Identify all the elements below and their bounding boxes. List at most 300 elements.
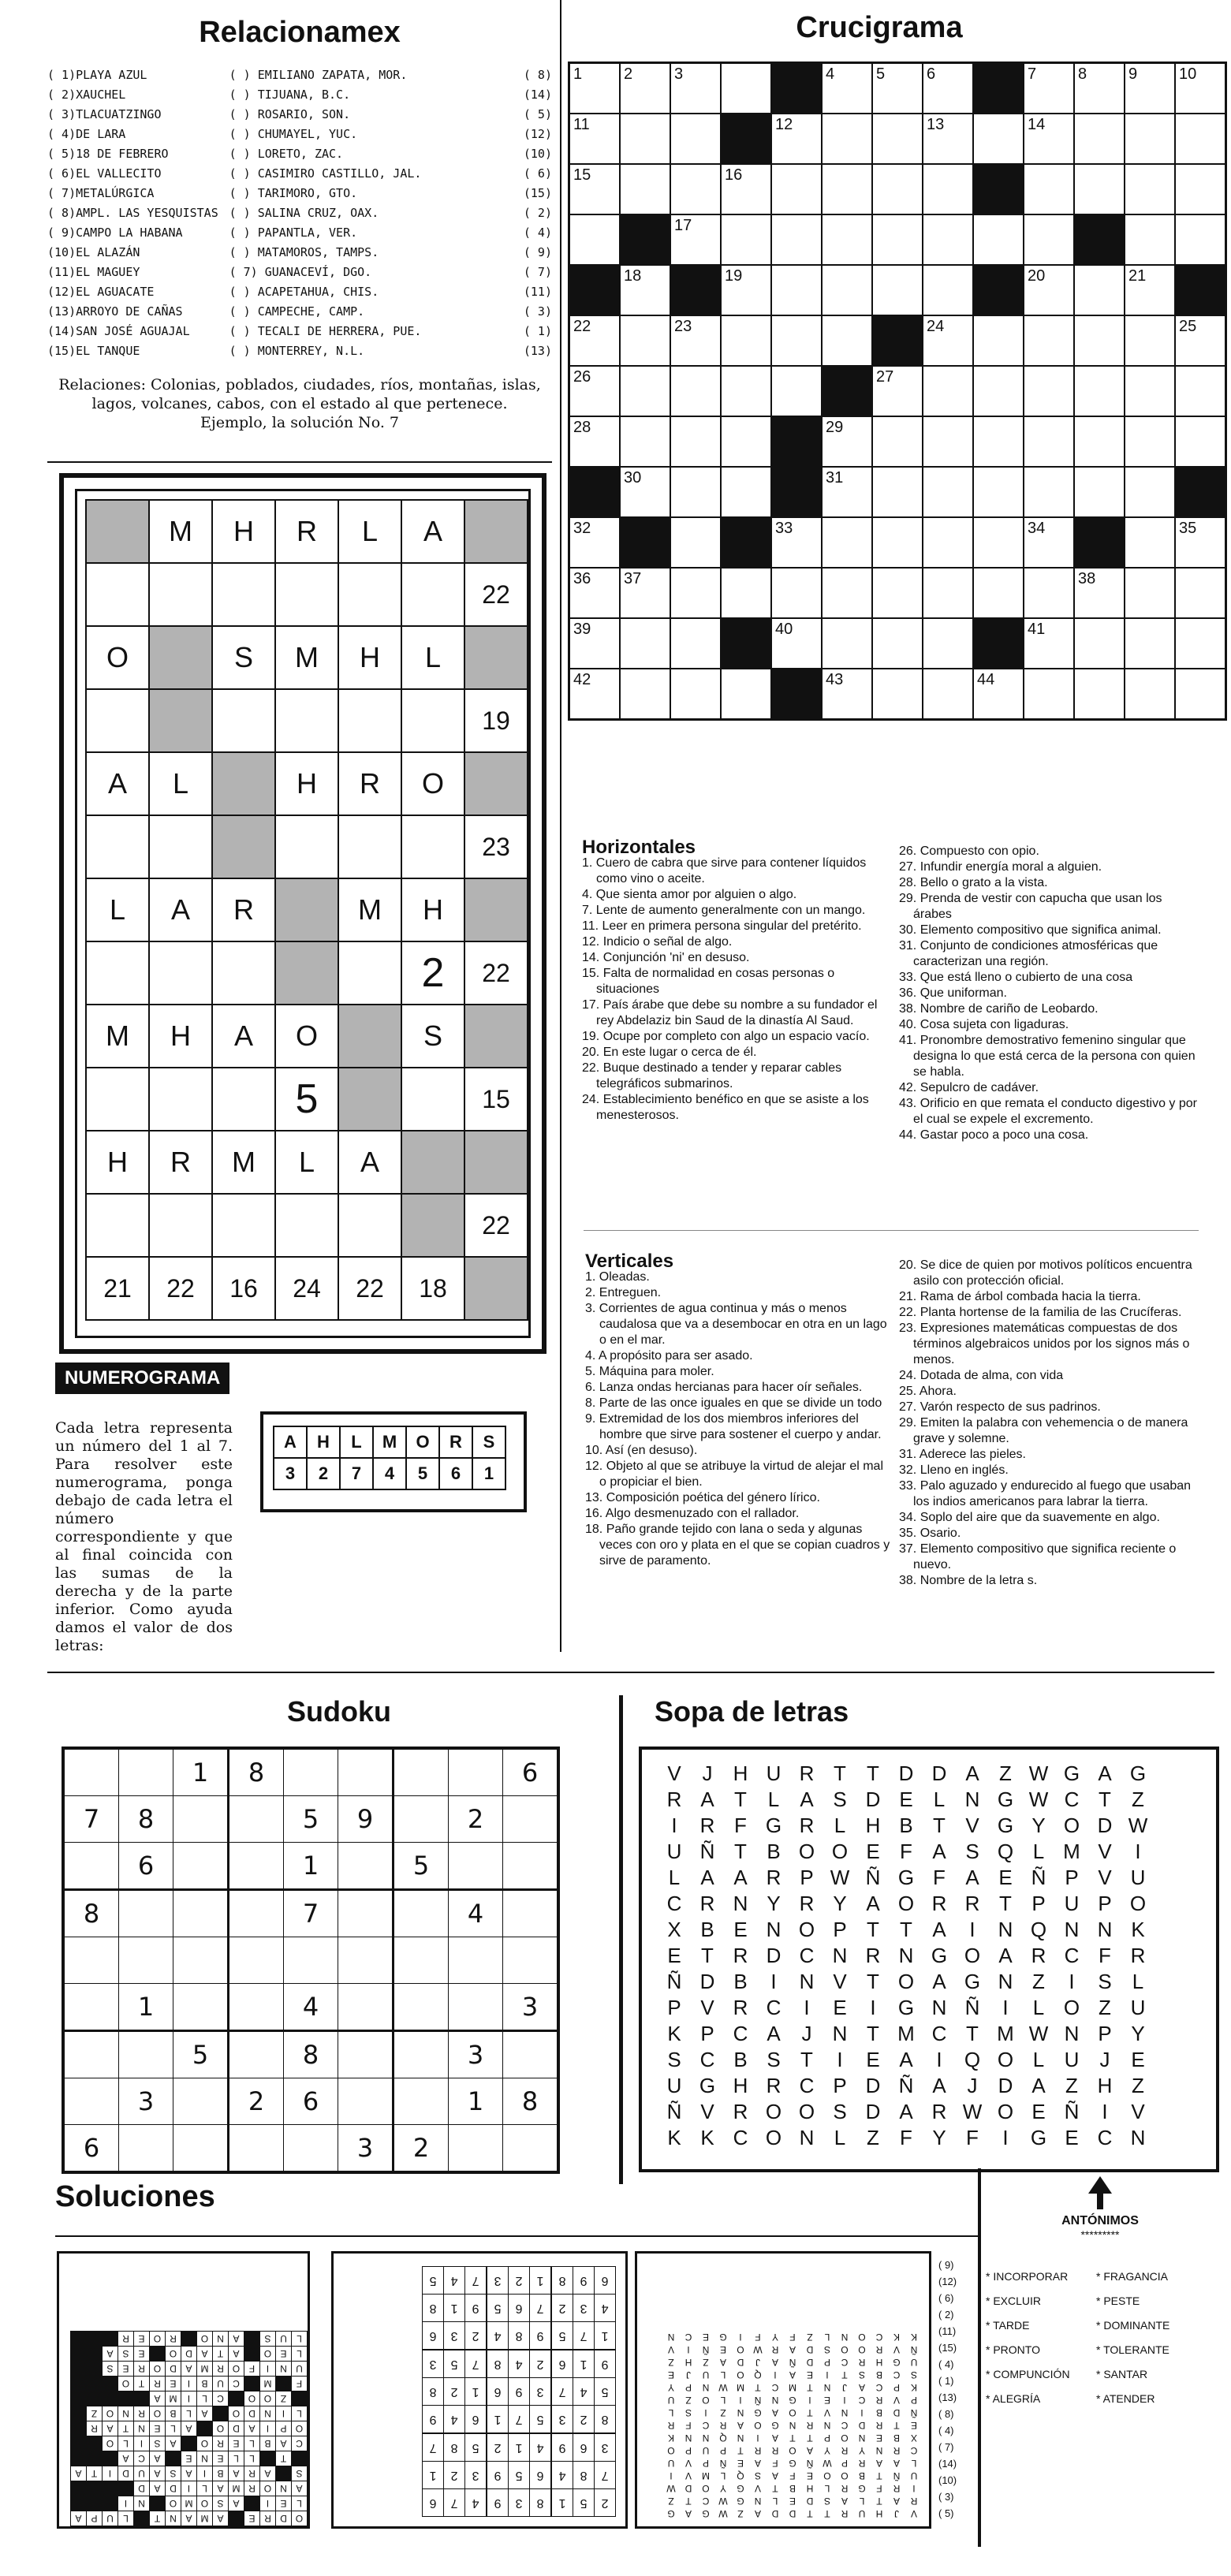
- solucion-crucigrama-cell: [71, 2451, 87, 2466]
- numerograma-cell: R: [149, 1131, 212, 1194]
- solucion-sopa-letter: V: [893, 2395, 901, 2406]
- sopa-letter: A: [767, 2022, 781, 2045]
- sopa-letter: I: [804, 1996, 810, 2019]
- sopa-row: [658, 1917, 1155, 1943]
- solucion-crucigrama-cell: [71, 2362, 87, 2377]
- clue-item: 13. Composición poética del género lírico.: [585, 1491, 820, 1504]
- sudoku-cell: [229, 2125, 284, 2173]
- sopa-letter: T: [999, 1892, 1012, 1915]
- numerograma-key-cell: 4: [373, 1458, 406, 1489]
- sudoku-cell: [173, 1984, 229, 2031]
- solucion-sopa-letter: J: [755, 2357, 760, 2368]
- clue-item: 43. Orificio en que remata el conducto digestivo y por el cual se expele el excremento.: [899, 1097, 1197, 1126]
- sopa-letter: R: [733, 1996, 748, 2019]
- solucion-sopa-letter: L: [720, 2470, 726, 2481]
- crucigrama-cell: [771, 467, 822, 517]
- solucion-sopa-letter: B: [876, 2369, 883, 2380]
- solucion-sudoku-cell: 2: [595, 2489, 616, 2517]
- solucion-sopa-letter: I: [704, 2407, 707, 2418]
- solucion-crucigrama-cell: C: [134, 2451, 150, 2466]
- clue-item: 40. Cosa sujeta con ligaduras.: [899, 1018, 1069, 1031]
- sopa-letter: W: [1128, 1814, 1148, 1837]
- solucion-crucigrama-cell: N: [197, 2451, 213, 2466]
- solucion-sopa-letter: A: [859, 2382, 866, 2393]
- sopa-letter: C: [733, 2126, 748, 2149]
- sudoku-cell: [503, 2125, 559, 2173]
- crucigrama-cell: [1074, 315, 1125, 366]
- solucion-sudoku-cell: 6: [423, 2489, 444, 2517]
- solucion-sopa-letter: J: [894, 2508, 899, 2519]
- solucion-sopa-letter: C: [841, 2420, 849, 2431]
- solucion-sopa-letter: A: [685, 2508, 692, 2519]
- solucion-crucigrama-cell: [71, 2332, 87, 2347]
- solucion-crucigrama-cell: O: [197, 2436, 213, 2451]
- antonimos-lists: [986, 2265, 1214, 2411]
- sopa-letter: A: [866, 1892, 880, 1915]
- crucigrama-cell: [1125, 669, 1175, 720]
- solucion-sopa-letter: Y: [824, 2445, 831, 2456]
- numerograma-cell: [401, 1194, 464, 1257]
- numerograma-cell: M: [149, 500, 212, 563]
- sopa-letter: B: [767, 1840, 781, 1863]
- sopa-letter: L: [933, 1788, 946, 1811]
- solucion-sopa-letter: E: [876, 2432, 883, 2444]
- sudoku-cell: [173, 1937, 229, 1984]
- solucion-sopa-letter: R: [893, 2445, 901, 2456]
- solucion-sopa-letter: A: [772, 2432, 779, 2444]
- sopa-letter: I: [1002, 1996, 1009, 2019]
- crucigrama-cell: [1175, 265, 1226, 315]
- solucion-number: ( 5): [938, 2507, 954, 2519]
- solucion-sopa-letter: O: [737, 2369, 744, 2380]
- solucion-crucigrama-cell: D: [276, 2511, 292, 2526]
- relacionamex-row: [47, 164, 552, 184]
- solucion-number: ( 3): [938, 2491, 954, 2503]
- crucigrama-cell-number: 18: [624, 267, 642, 285]
- solucion-sopa-row: [662, 2495, 923, 2507]
- antonimos-left: [986, 2265, 1096, 2411]
- crucigrama-cell: [620, 265, 670, 315]
- sopa-letter: D: [766, 1944, 781, 1967]
- sopa-letter: L: [1032, 2048, 1045, 2071]
- relacionamex-state: ( ) PAPANTLA, VER.: [229, 226, 358, 240]
- crucigrama-cell: [1024, 164, 1074, 214]
- solucion-crucigrama-cell: T: [134, 2377, 150, 2391]
- numerograma-cell: [338, 1005, 401, 1068]
- clue-item: 27. Varón respecto de sus padrinos.: [899, 1400, 1101, 1414]
- crucigrama-cell: [822, 416, 872, 467]
- solucion-crucigrama-cell: I: [181, 2377, 197, 2391]
- sopa-letter: L: [668, 1866, 681, 1889]
- crucigrama-cell: [1074, 63, 1125, 114]
- crucigrama-title: Crucigrama: [796, 11, 963, 44]
- sudoku-cell: 4: [449, 1890, 503, 1937]
- crucigrama-cell: [569, 214, 621, 265]
- solucion-sopa-letter: C: [702, 2420, 710, 2431]
- sopa-letter: R: [1031, 1944, 1046, 1967]
- solucion-sopa-letter: B: [789, 2483, 796, 2494]
- solucion-sopa-letter: R: [858, 2458, 866, 2469]
- crucigrama-cell: [569, 315, 621, 366]
- solucion-sopa-letter: S: [859, 2369, 866, 2380]
- solucion-sopa-letter: S: [685, 2407, 692, 2418]
- crucigrama-cell: [670, 568, 721, 618]
- relacionamex-row: [47, 125, 552, 144]
- solucion-crucigrama-cell: O: [197, 2332, 213, 2347]
- solucion-crucigrama-cell: A: [71, 2466, 87, 2481]
- solucion-crucigrama-cell: A: [150, 2481, 166, 2496]
- sopa-letter: U: [1064, 1892, 1080, 1915]
- sopa-letter: R: [799, 1814, 815, 1837]
- sopa-letter: J: [702, 1761, 713, 1785]
- solucion-sudoku-cell: 9: [423, 2406, 444, 2434]
- solucion-crucigrama-cell: [71, 2436, 87, 2451]
- solucion-sopa-letter: U: [702, 2369, 710, 2380]
- solucion-sopa-letter: G: [737, 2496, 744, 2507]
- solucion-sopa-letter: A: [807, 2445, 814, 2456]
- solucion-crucigrama-cell: I: [118, 2496, 134, 2511]
- solucion-crucigrama-grid: [70, 2331, 308, 2526]
- solucion-crucigrama-cell: L: [244, 2436, 260, 2451]
- solucion-crucigrama-cell: [181, 2436, 197, 2451]
- relacionamex-row: [47, 282, 552, 302]
- relacionamex-row: [47, 341, 552, 361]
- sopa-letter: H: [1097, 2074, 1113, 2097]
- solucion-sopa-row: [662, 2381, 923, 2394]
- clue-item: 42. Sepulcro de cadáver.: [899, 1081, 1039, 1094]
- crucigrama-cell: [1125, 618, 1175, 669]
- sopa-letter: C: [766, 1996, 781, 2019]
- relacionamex-answer: ( 5): [523, 107, 552, 121]
- solucion-crucigrama-cell: L: [166, 2421, 181, 2436]
- crucigrama-cell: [721, 416, 771, 467]
- sopa-letter: E: [833, 1996, 847, 2019]
- solucion-sopa-letter: A: [737, 2420, 744, 2431]
- clue-item: 19. Ocupe por completo con algo un espacio vacío.: [582, 1030, 870, 1043]
- numerograma-cell: A: [212, 1005, 275, 1068]
- crucigrama-cell: [721, 669, 771, 720]
- crucigrama-cell-number: 12: [775, 116, 793, 133]
- solucion-crucigrama-cell: [229, 2391, 244, 2406]
- sopa-letter: W: [830, 1866, 850, 1889]
- numerograma-instructions: Cada letra representa un número del 1 al 7. Para resolver este numerograma, ponga debajo de cada letra el número correspondiente y que al final coincida con las sumas de la derecha y de la parte inferior. Como ayuda damos el valor de dos letras:: [55, 1419, 233, 1654]
- sudoku-cell: [229, 1890, 284, 1937]
- sopa-letter: E: [667, 1944, 681, 1967]
- sopa-letter: D: [699, 1970, 715, 1993]
- crucigrama-cell: [670, 416, 721, 467]
- solucion-sopa-letter: B: [893, 2432, 901, 2444]
- solucion-crucigrama-cell: L: [229, 2451, 244, 2466]
- sudoku-cell: 1: [449, 2078, 503, 2125]
- sopa-letter: O: [1129, 1892, 1147, 1915]
- crucigrama-cell: [670, 366, 721, 416]
- sudoku-cell: 1: [173, 1748, 229, 1796]
- solucion-sopa-letter: D: [771, 2508, 779, 2519]
- solucion-sopa-letter: F: [876, 2483, 882, 2494]
- crucigrama-cell: [620, 467, 670, 517]
- solucion-crucigrama-cell: [71, 2406, 87, 2421]
- solucion-sopa-letter: I: [808, 2395, 811, 2406]
- sudoku-cell: [63, 2031, 119, 2078]
- crucigrama-cell: [1125, 416, 1175, 467]
- crucigrama-cell: [973, 416, 1024, 467]
- sopa-letter: N: [898, 1944, 914, 1967]
- numerograma-cell: [401, 689, 464, 752]
- crucigrama-cell: [1125, 114, 1175, 164]
- solucion-sopa-letter: Z: [668, 2357, 674, 2368]
- relacionamex-state: ( ) ACAPETAHUA, CHIS.: [229, 285, 379, 299]
- crucigrama-cell-number: 8: [1078, 65, 1087, 83]
- solucion-number: (15): [938, 2342, 957, 2354]
- sopa-letter: O: [997, 2100, 1014, 2123]
- sopa-letter: P: [1065, 1866, 1079, 1889]
- numerograma-cell: [149, 815, 212, 878]
- antonimo-item: * FRAGANCIA: [1096, 2270, 1169, 2283]
- sudoku-cell: [394, 1890, 449, 1937]
- solucion-sudoku-cell: 1: [509, 2433, 530, 2462]
- numerograma-frame: [59, 473, 546, 1354]
- solucion-sudoku-cell: 4: [509, 2350, 530, 2378]
- solucion-crucigrama-cell: R: [118, 2332, 134, 2347]
- crucigrama-cell: [1125, 265, 1175, 315]
- sopa-letter: E: [866, 1840, 880, 1863]
- sudoku-cell: [338, 1984, 394, 2031]
- solucion-crucigrama-cell: [276, 2377, 292, 2391]
- solucion-sudoku-cell: 1: [595, 2322, 616, 2350]
- numerograma-cell: [464, 1005, 528, 1068]
- solucion-sopa-letter: E: [703, 2332, 710, 2343]
- sopa-letter: Ñ: [865, 1866, 881, 1889]
- sopa-letter: S: [1098, 1970, 1112, 1993]
- solucion-sopa-letter: T: [685, 2496, 692, 2507]
- solucion-crucigrama-cell: [71, 2347, 87, 2362]
- solucion-sopa-letter: W: [718, 2382, 728, 2393]
- sopa-row: [658, 2125, 1155, 2151]
- sopa-letter: G: [1129, 1761, 1147, 1785]
- sopa-letter: D: [931, 1761, 947, 1785]
- sopa-letter: A: [998, 1944, 1013, 1967]
- solucion-sudoku-cell: 7: [573, 2322, 595, 2350]
- solucion-sopa-letter: T: [876, 2470, 882, 2481]
- clue-item: 12. Objeto al que se atribuye la virtud de alejar el mal o propiciar el bien.: [585, 1459, 883, 1489]
- solucion-sopa-letter: C: [875, 2332, 883, 2343]
- relacionamex-place: (14)SAN JOSÉ AGUAJAL: [47, 324, 190, 338]
- sopa-letter: K: [667, 2022, 681, 2045]
- sopa-letter: Z: [1065, 2074, 1078, 2097]
- solucion-sudoku-cell: 1: [573, 2350, 595, 2378]
- crucigrama-cell: [670, 114, 721, 164]
- sopa-letter: J: [801, 2022, 812, 2045]
- solucion-crucigrama-cell: [87, 2377, 103, 2391]
- solucion-sopa-letter: C: [858, 2395, 866, 2406]
- crucigrama-cell: [1175, 669, 1226, 720]
- solucion-crucigrama-cell: A: [118, 2451, 134, 2466]
- numerograma-cell: 22: [464, 563, 528, 626]
- solucion-sopa-row: [662, 2507, 923, 2520]
- crucigrama-cell: [1024, 517, 1074, 568]
- sudoku-cell: 8: [119, 1796, 173, 1843]
- solucion-crucigrama-cell: A: [229, 2466, 244, 2481]
- sopa-letter: I: [1069, 1970, 1075, 1993]
- numerograma-cell: A: [149, 878, 212, 941]
- crucigrama-cell: [1024, 265, 1074, 315]
- solucion-sudoku-cell: 8: [595, 2406, 616, 2434]
- solucion-crucigrama-cell: E: [118, 2362, 134, 2377]
- solucion-sopa-letter: A: [772, 2407, 779, 2418]
- numerograma-cell: [464, 626, 528, 689]
- solucion-sopa-letter: Ñ: [789, 2357, 796, 2368]
- solucion-sopa-letter: Ñ: [910, 2407, 918, 2418]
- crucigrama-cell: [771, 568, 822, 618]
- solucion-sopa-letter: J: [686, 2369, 691, 2380]
- solucion-sudoku-cell: 5: [423, 2267, 444, 2295]
- solucion-crucigrama-cell: O: [103, 2436, 118, 2451]
- solucion-crucigrama-cell: I: [134, 2436, 150, 2451]
- sopa-letter: A: [932, 1918, 946, 1941]
- solucion-sopa-letter: I: [739, 2395, 742, 2406]
- solucion-sudoku-cell: 7: [595, 2462, 616, 2489]
- sopa-letter: R: [931, 2100, 947, 2123]
- solucion-sudoku-cell: 5: [551, 2322, 573, 2350]
- solucion-sopa-row: [662, 2369, 923, 2381]
- solucion-sopa-letter: O: [841, 2470, 849, 2481]
- crucigrama-cell: [771, 63, 822, 114]
- clue-item: 23. Expresiones matemáticas compuestas de dos términos algebraicos unidos por los signos más o menos.: [899, 1322, 1190, 1366]
- crucigrama-cell-number: 24: [927, 318, 945, 335]
- solucion-crucigrama-cell: S: [103, 2362, 118, 2377]
- crucigrama-cell: [620, 416, 670, 467]
- crucigrama-cell-number: 31: [826, 469, 844, 486]
- crucigrama-cell: [771, 114, 822, 164]
- sudoku-cell: [338, 1937, 394, 1984]
- numerograma-cell: 22: [464, 1194, 528, 1257]
- sopa-letter: E: [866, 2048, 880, 2071]
- numerograma-cell: [464, 1257, 528, 1320]
- sopa-letter: Q: [1030, 1918, 1047, 1941]
- crucigrama-cell: [1074, 114, 1125, 164]
- solucion-crucigrama-cell: R: [134, 2362, 150, 2377]
- solucion-crucigrama-cell: T: [150, 2511, 166, 2526]
- sopa-letter: S: [667, 2048, 681, 2071]
- sopa-letter: U: [666, 2074, 682, 2097]
- solucion-sopa-letter: P: [685, 2382, 692, 2393]
- crucigrama-cell: [620, 517, 670, 568]
- solucion-sopa-letter: T: [807, 2432, 813, 2444]
- solucion-sopa-letter: V: [685, 2470, 692, 2481]
- numerograma-key-table: [273, 1426, 506, 1490]
- solucion-crucigrama-cell: T: [276, 2451, 292, 2466]
- solucion-sopa-letter: E: [807, 2369, 814, 2380]
- solucion-sopa-letter: A: [789, 2369, 796, 2380]
- solucion-sudoku-cell: 5: [595, 2378, 616, 2406]
- sopa-letter: S: [965, 1840, 979, 1863]
- numerograma-cell: [338, 1068, 401, 1131]
- solucion-sudoku-cell: 1: [487, 2406, 509, 2434]
- crucigrama-cell-number: 6: [927, 65, 936, 83]
- solucion-crucigrama-cell: D: [166, 2481, 181, 2496]
- sopa-letter: B: [899, 1814, 913, 1837]
- solucion-sopa-letter: T: [824, 2508, 830, 2519]
- sopa-letter: T: [734, 1788, 747, 1811]
- solucion-sopa-letter: V: [911, 2508, 918, 2519]
- sopa-letter: B: [733, 1970, 748, 1993]
- crucigrama-cell: [1074, 366, 1125, 416]
- solucion-crucigrama-cell: R: [244, 2481, 260, 2496]
- solucion-sopa-letter: J: [842, 2382, 847, 2393]
- solucion-sudoku-cell: 3: [551, 2406, 573, 2434]
- sopa-letter: P: [1098, 1892, 1112, 1915]
- solucion-crucigrama-cell: O: [150, 2406, 166, 2421]
- sopa-letter: O: [897, 1970, 915, 1993]
- solucion-sopa-letter: U: [910, 2470, 918, 2481]
- relacionamex-list: [47, 65, 552, 361]
- crucigrama-cell: [1074, 467, 1125, 517]
- sudoku-cell: [449, 2125, 503, 2173]
- crucigrama-cell: [923, 114, 973, 164]
- sopa-letter: O: [798, 2100, 815, 2123]
- solucion-sopa-letter: V: [755, 2483, 762, 2494]
- sopa-letter: Z: [1099, 1996, 1111, 2019]
- relacionamex-row: [47, 184, 552, 203]
- numerograma-cell: [338, 1194, 401, 1257]
- sopa-letter: Z: [1032, 1970, 1045, 1993]
- sudoku-cell: [394, 1796, 449, 1843]
- solucion-sopa-letter: D: [806, 2344, 814, 2355]
- solucion-crucigrama-cell: [103, 2496, 118, 2511]
- sopa-letter: N: [998, 1970, 1013, 1993]
- clue-item: 11. Leer en primera persona singular del pretérito.: [582, 919, 862, 933]
- solucion-sopa-letter: B: [859, 2470, 866, 2481]
- sopa-letter: U: [666, 1840, 682, 1863]
- sopa-letter: F: [900, 2126, 912, 2149]
- crucigrama-cell-number: 4: [826, 65, 835, 83]
- solucion-crucigrama-cell: N: [166, 2511, 181, 2526]
- sopa-letter: W: [1028, 1788, 1049, 1811]
- relacionamex-answer: (14): [523, 88, 552, 102]
- solucion-sudoku-cell: 3: [465, 2462, 487, 2489]
- sopa-letter: E: [1131, 2048, 1145, 2071]
- sopa-letter: Ñ: [964, 1996, 980, 2019]
- solucion-sopa-letter: I: [826, 2369, 829, 2380]
- solucion-sopa-letter: E: [789, 2496, 796, 2507]
- crucigrama-cell: [973, 164, 1024, 214]
- crucigrama-cell: [670, 315, 721, 366]
- solucion-sudoku-cell: 3: [573, 2295, 595, 2322]
- solucion-sopa-letter: N: [841, 2407, 849, 2418]
- solucion-crucigrama-cell: [87, 2391, 103, 2406]
- solucion-sudoku-cell: 7: [465, 2267, 487, 2295]
- solucion-sopa-letter: C: [841, 2357, 849, 2368]
- solucion-sudoku-cell: 6: [595, 2267, 616, 2295]
- arrow-shaft: [1097, 2194, 1103, 2209]
- solucion-sopa-letter: L: [720, 2369, 726, 2380]
- sopa-letter: V: [700, 1996, 714, 2019]
- crucigrama-cell: [771, 214, 822, 265]
- numerograma-key-cell: L: [340, 1426, 373, 1458]
- solucion-sopa-letter: O: [841, 2344, 849, 2355]
- solucion-sopa-letter: U: [702, 2445, 710, 2456]
- solucion-crucigrama-cell: [71, 2421, 87, 2436]
- sopa-letter: Z: [1132, 2074, 1144, 2097]
- sopa-letter: D: [865, 1788, 881, 1811]
- solucion-crucigrama-cell: A: [292, 2481, 308, 2496]
- sopa-row: [658, 1839, 1155, 1865]
- crucigrama-cell: [1125, 366, 1175, 416]
- solucion-sopa-letter: N: [858, 2432, 866, 2444]
- crucigrama-cell-number: 28: [573, 419, 591, 436]
- solucion-sopa-letter: X: [911, 2432, 918, 2444]
- clue-item: 5. Máquina para moler.: [585, 1365, 714, 1378]
